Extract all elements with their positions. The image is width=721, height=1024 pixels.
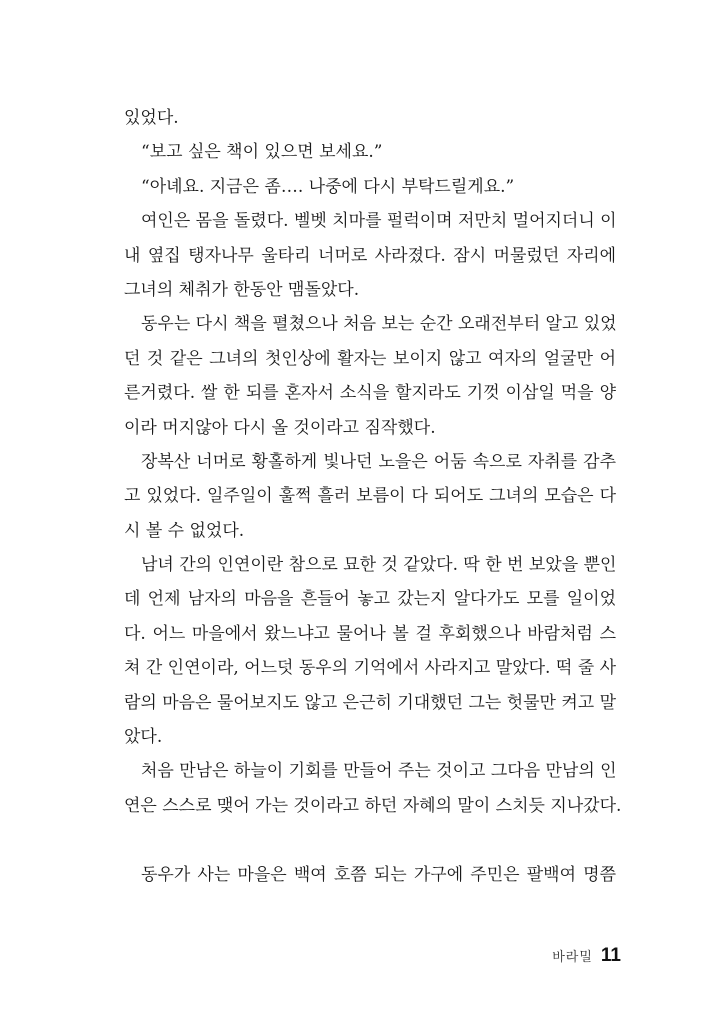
page-footer bbox=[552, 945, 621, 967]
section-break bbox=[124, 823, 616, 857]
running-title: 바라밀 bbox=[552, 950, 593, 965]
text-line: 동우가 사는 마을은 백여 호쯤 되는 가구에 주민은 팔백여 명쯤 bbox=[141, 864, 616, 885]
text-line: 람의 마음은 물어보지도 않고 은근히 기대했던 그는 헛물만 켜고 말 bbox=[124, 692, 617, 713]
text-line: 이라 머지않아 다시 올 것이라고 짐작했다. bbox=[124, 417, 436, 438]
text-line: 쳐 간 인연이라, 어느덧 동우의 기억에서 사라지고 말았다. 떡 줄 사 bbox=[124, 658, 616, 679]
text-line: 다. 어느 마을에서 왔느냐고 물어나 볼 걸 후회했으나 바람처럼 스 bbox=[124, 623, 616, 644]
text-line: 고 있었다. 일주일이 훌쩍 흘러 보름이 다 되어도 그녀의 모습은 다 bbox=[124, 486, 616, 507]
text-line: 데 언제 남자의 마음을 흔들어 놓고 갔는지 알다가도 모를 일이었 bbox=[124, 589, 616, 610]
text-line: 처음 만남은 하늘이 기회를 만들어 주는 것이고 그다음 만남의 인 bbox=[141, 761, 617, 782]
text-line: 연은 스스로 맺어 가는 것이라고 하던 자혜의 말이 스치듯 지나갔다. bbox=[124, 795, 622, 816]
text-line: 른거렸다. 쌀 한 되를 혼자서 소식을 할지라도 기껏 이삼일 먹을 양 bbox=[124, 383, 616, 404]
page-number: 11 bbox=[600, 945, 621, 966]
text-line: 있었다. bbox=[124, 108, 179, 128]
text-line: “보고 싶은 책이 있으면 보세요.” bbox=[141, 142, 383, 163]
text-line: 여인은 몸을 돌렸다. 벨벳 치마를 펄럭이며 저만치 멀어지더니 이 bbox=[141, 211, 617, 232]
text-line: 던 것 같은 그녀의 첫인상에 활자는 보이지 않고 여자의 얼굴만 어 bbox=[124, 348, 616, 369]
text-line: 동우는 다시 책을 펼쳤으나 처음 보는 순간 오래전부터 알고 있었 bbox=[141, 314, 617, 335]
text-line: 그녀의 체취가 한동안 맴돌았다. bbox=[124, 279, 360, 300]
text-line: 시 볼 수 없었다. bbox=[124, 520, 245, 541]
text-line: “아녜요. 지금은 좀…. 나중에 다시 부탁드릴게요.” bbox=[141, 176, 515, 197]
text-line: 장복산 너머로 황홀하게 빛나던 노을은 어둠 속으로 자취를 감추 bbox=[141, 451, 616, 472]
text-line: 남녀 간의 인연이란 참으로 묘한 것 같았다. 딱 한 번 보았을 뿐인 bbox=[141, 555, 617, 576]
text-line: 내 옆집 탱자나무 울타리 너머로 사라졌다. 잠시 머물렀던 자리에 bbox=[124, 245, 616, 266]
body-text bbox=[124, 101, 622, 892]
text-line: 았다. bbox=[124, 727, 163, 748]
